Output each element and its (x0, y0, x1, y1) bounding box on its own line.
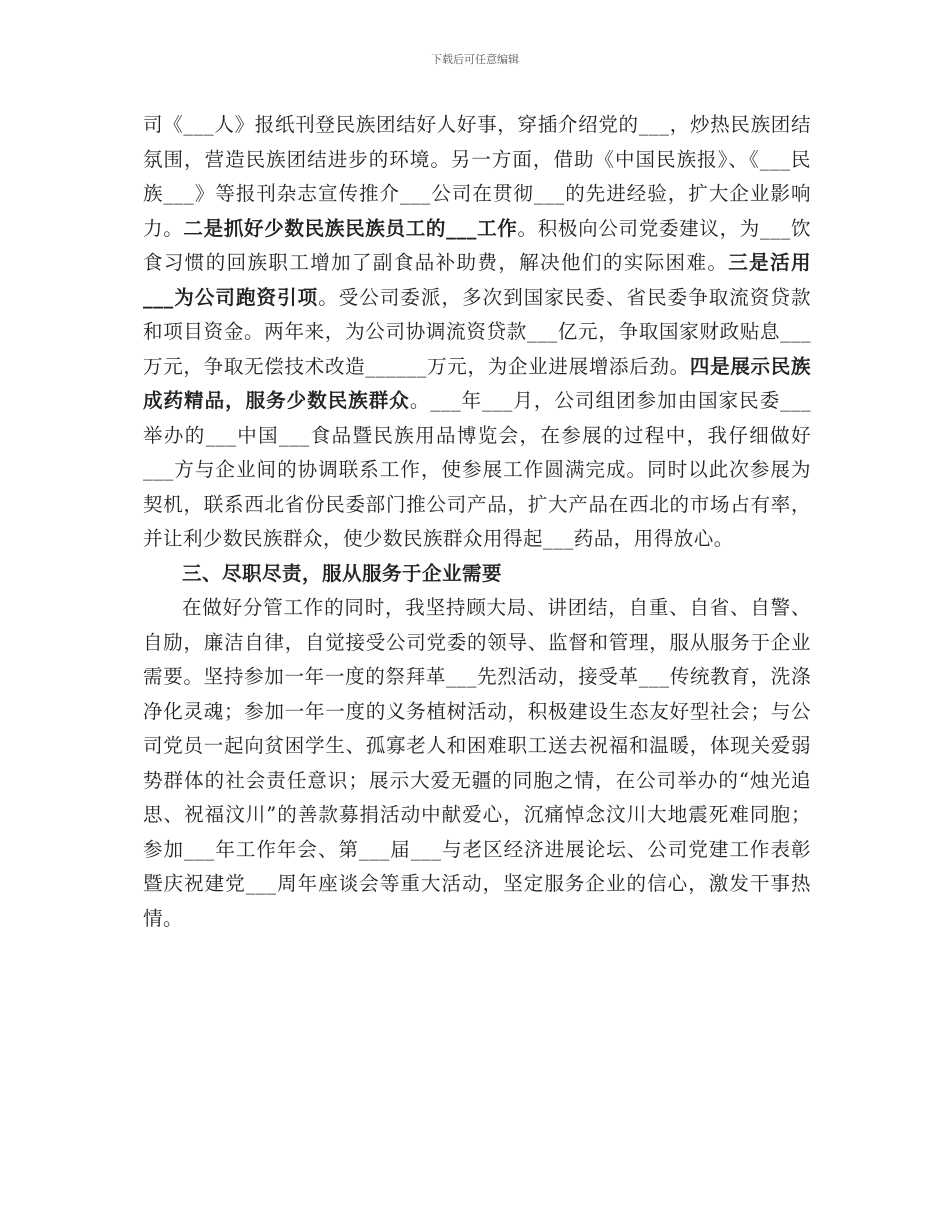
point-four-heading: 四是展示民族成药精品，服务少数民族群众 (143, 354, 811, 412)
document-body (143, 108, 811, 936)
paragraph-1-text-4: 。___年___月，公司组团参加由国家民委___举办的___中国___食品暨民族用品博览会，在参展的过程中，我仔细做好___方与企业间的协调联系工作，使参展工作圆满完成。同时以此次参展为契机，联系西北省份民委部门推公司产品，扩大产品在西北的市场占有率，并让利少数民族群众，使少数民族群众用得起___药品，用得放心。 (143, 389, 811, 550)
point-three-heading: 三是活用___为公司跑资引项 (143, 251, 811, 309)
section-3-paragraph: 在做好分管工作的同时，我坚持顾大局、讲团结，自重、自省、自警、自励，廉洁自律，自觉接受公司党委的领导、监督和管理，服从服务于企业需要。坚持参加一年一度的祭拜革___先烈活动，接受革___传统教育，洗涤净化灵魂；参加一年一度的义务植树活动，积极建设生态友好型社会；与公司党员一起向贫困学生、孤寡老人和困难职工送去祝福和温暖，体现关爱弱势群体的社会责任意识；展示大爱无疆的同胞之情，在公司举办的“烛光追思、祝福汶川”的善款募捐活动中献爱心，沉痛悼念汶川大地震死难同胞；参加___年工作年会、第___届___与老区经济进展论坛、公司党建工作表彰暨庆祝建党___周年座谈会等重大活动，坚定服务企业的信心，激发干事热情。 (143, 596, 811, 930)
paragraph-body-1 (143, 108, 811, 557)
paragraph-1-text-1: 司《___人》报纸刊登民族团结好人好事，穿插介绍党的___，炒热民族团结氛围，营造民族团结进步的环境。另一方面，借助《中国民族报》、《___民族___》等报刊杂志宣传推介___公司在贯彻___的先进经验，扩大企业影响力。 (143, 113, 811, 240)
page-header: 下载后可任意编辑 (431, 53, 519, 66)
point-two-heading: 二是抓好少数民族民族员工的___工作 (183, 216, 518, 240)
paragraph-1-text-2: 。积极向公司党委建议，为___饮食习惯的回族职工增加了副食品补助费，解决他们的实际困难。 (143, 216, 811, 274)
paragraph-1-text-3: 。受公司委派，多次到国家民委、省民委争取流资贷款和项目资金。两年来，为公司协调流资贷款___亿元，争取国家财政贴息___万元，争取无偿技术改造______万元，为企业进展增添后劲。 (143, 285, 811, 378)
section-3-heading: 三、尽职尽责，服从服务于企业需要 (182, 561, 503, 585)
